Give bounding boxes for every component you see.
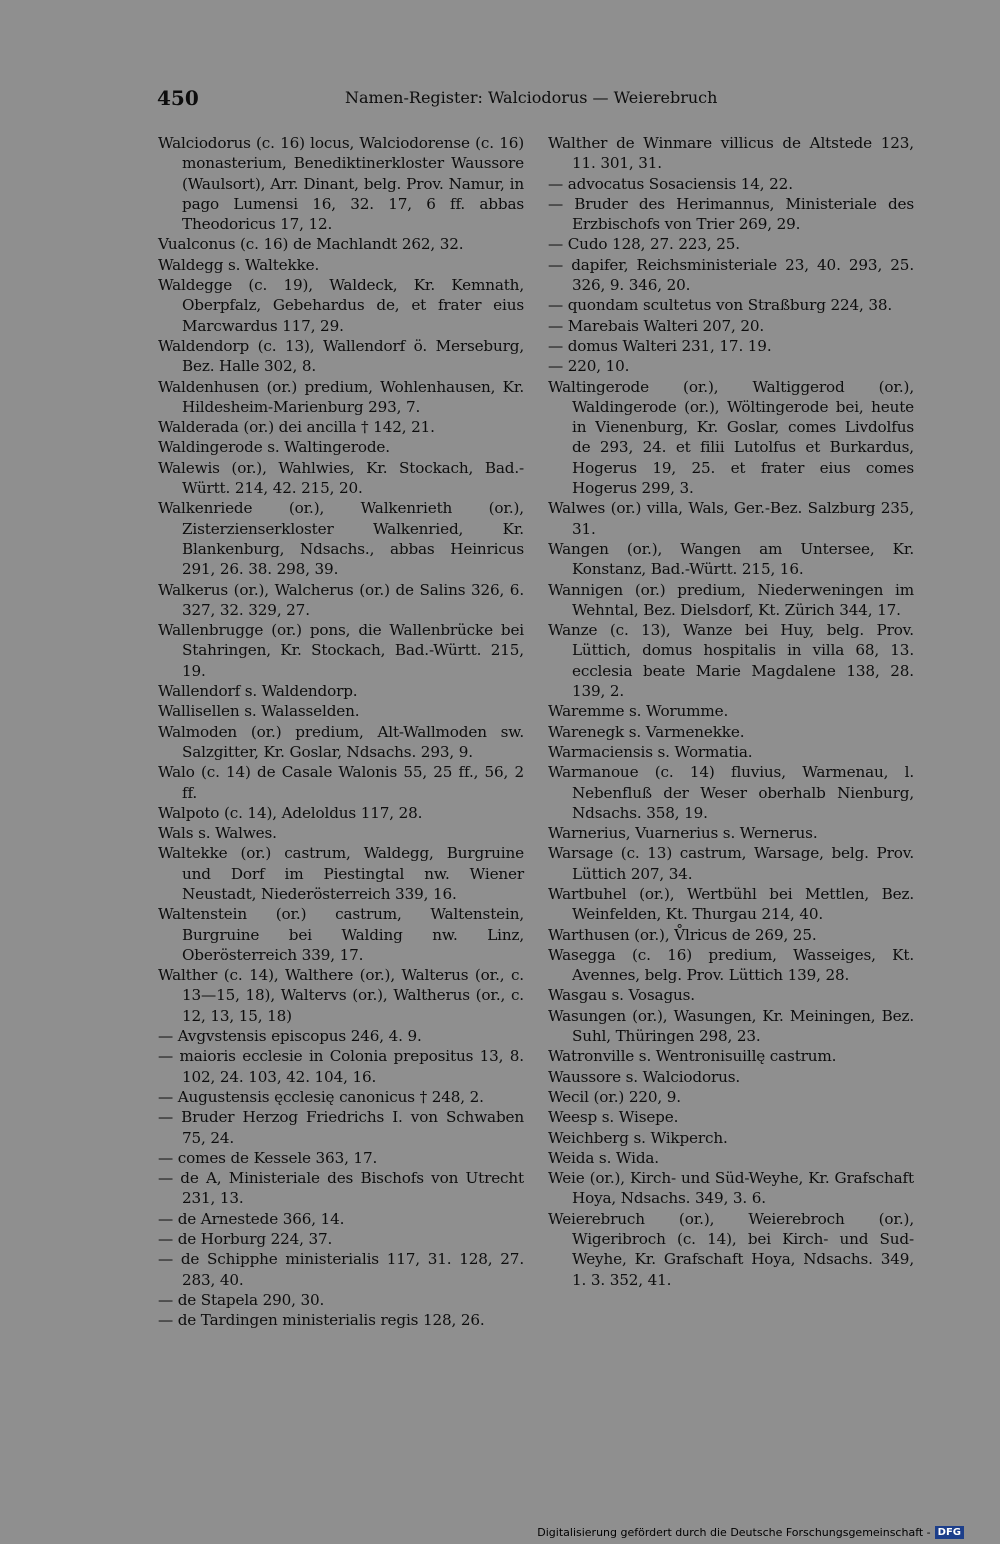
index-entry: Wartbuhel (or.), Wertbühl bei Mettlen, Bez. Weinfelden, Kt. Thurgau 214, 40.	[548, 884, 914, 924]
index-entry: — comes de Kessele 363, 17.	[158, 1148, 378, 1167]
index-entry: Weesp s. Wisepe.	[548, 1108, 679, 1127]
index-entry: Waldingerode s. Waltingerode.	[158, 438, 390, 457]
index-entry: Wallendorf s. Waldendorp.	[158, 682, 358, 701]
index-entry: — maioris ecclesie in Colonia prepositus 13, 8. 102, 24. 103, 42. 104, 16.	[158, 1047, 524, 1086]
index-entry: Waltenstein (or.) castrum, Waltenstein, Burgruine bei Walding nw. Linz, Oberösterreich 339, 17.	[158, 905, 524, 964]
left-column	[158, 133, 524, 1331]
index-entry: Warmaciensis s. Wormatia.	[548, 742, 753, 761]
index-entry: Warnerius, Vuarnerius s. Wernerus.	[548, 824, 818, 843]
index-entry: Walwes (or.) villa, Wals, Ger.-Bez. Salzburg 235, 31.	[548, 499, 914, 538]
index-entry: Waltekke (or.) castrum, Waldegg, Burgruine und Dorf im Piestingtal nw. Wiener Neustadt, Niederösterreich 339, 16.	[158, 844, 524, 903]
index-entry: Walewis (or.), Wahlwies, Kr. Stockach, Bad.-Württ. 214, 42. 215, 20.	[158, 458, 524, 498]
index-entry: — Cudo 128, 27. 223, 25.	[548, 235, 740, 254]
index-entry: — Avgvstensis episcopus 246, 4. 9.	[158, 1027, 422, 1046]
dfg-logo: DFG	[935, 1526, 964, 1539]
index-entry: Waldegg s. Waltekke.	[158, 255, 320, 274]
running-head: Namen-Register: Walciodorus — Weierebruch	[345, 88, 718, 107]
index-entry: Waremme s. Worumme.	[548, 702, 729, 721]
index-entry: — de Schipphe ministerialis 117, 31. 128, 27. 283, 40.	[158, 1250, 524, 1289]
index-entry: — Bruder Herzog Friedrichs I. von Schwaben 75, 24.	[158, 1108, 524, 1147]
page-header	[0, 86, 1000, 116]
index-entry: Waldendorp (c. 13), Wallendorf ö. Merseburg, Bez. Halle 302, 8.	[158, 336, 524, 376]
index-entry: — Bruder des Herimannus, Ministeriale des Erzbischofs von Trier 269, 29.	[548, 194, 914, 234]
index-entry: Walpoto (c. 14), Adeloldus 117, 28.	[158, 803, 423, 822]
index-entry: Wals s. Walwes.	[158, 824, 277, 843]
index-entry: — de Arnestede 366, 14.	[158, 1209, 345, 1228]
index-entry: Waussore s. Walciodorus.	[548, 1067, 741, 1086]
index-entry: Walmoden (or.) predium, Alt-Wallmoden sw. Salzgitter, Kr. Goslar, Ndsachs. 293, 9.	[158, 722, 524, 761]
index-entry: Wallisellen s. Walasselden.	[158, 702, 360, 721]
index-entry: Wanze (c. 13), Wanze bei Huy, belg. Prov. Lüttich, domus hospitalis in villa 68, 13. ecclesia beate Marie Magdalene 138, 28. 139, 2.	[548, 621, 914, 701]
page-number: 450	[157, 86, 199, 110]
index-entry: Wasgau s. Vosagus.	[548, 986, 695, 1005]
index-entry: Watronville s. Wentronisuillę castrum.	[548, 1047, 837, 1066]
index-entry: Weichberg s. Wikperch.	[548, 1128, 728, 1147]
index-entry: — 220, 10.	[548, 357, 630, 376]
index-entry: Warthusen (or.), V̊lricus de 269, 25.	[548, 925, 817, 944]
index-entry: Waldenhusen (or.) predium, Wohlenhausen, Kr. Hildesheim-Marienburg 293, 7.	[158, 377, 524, 416]
index-entry: — de A, Ministeriale des Bischofs von Utrecht 231, 13.	[158, 1169, 524, 1208]
index-entry: Wasungen (or.), Wasungen, Kr. Meiningen, Bez. Suhl, Thüringen 298, 23.	[548, 1006, 914, 1046]
index-entry: Weie (or.), Kirch- und Süd-Weyhe, Kr. Grafschaft Hoya, Ndsachs. 349, 3. 6.	[548, 1169, 914, 1208]
index-entry: Waldegge (c. 19), Waldeck, Kr. Kemnath, Oberpfalz, Gebehardus de, et frater eius Marcwardus 117, 29.	[158, 276, 524, 335]
index-entry: Walciodorus (c. 16) locus, Walciodorense (c. 16) monasterium, Benediktinerkloster Waussore (Waulsort), Arr. Dinant, belg. Prov. Namur, in pago Lumensi 16, 32. 17, 6 ff. abbas Theodoricus 17, 12.	[158, 134, 524, 234]
index-entry: Weierebruch (or.), Weierebroch (or.), Wigeribroch (c. 14), bei Kirch- und Sud-Weyhe, Kr. Grafschaft Hoya, Ndsachs. 349, 1. 3. 352, 41.	[548, 1209, 914, 1289]
index-entry: Waltingerode (or.), Waltiggerod (or.), Waldingerode (or.), Wöltingerode bei, heute in Vienenburg, Kr. Goslar, comes Livdolfus de 293, 24. et filii Lutolfus et Burkardus, Hogerus 19, 25. et frater eius comes Hogerus 299, 3.	[548, 377, 914, 498]
index-entry: — de Horburg 224, 37.	[158, 1230, 333, 1249]
index-entry: Wasegga (c. 16) predium, Wasseiges, Kt. Avennes, belg. Prov. Lüttich 139, 28.	[548, 945, 914, 985]
index-entry: Weida s. Wida.	[548, 1148, 659, 1167]
index-entry: — quondam scultetus von Straßburg 224, 38.	[548, 296, 893, 315]
index-entry: Wecil (or.) 220, 9.	[548, 1087, 681, 1106]
index-entry: — Marebais Walteri 207, 20.	[548, 316, 765, 335]
index-entry: Wannigen (or.) predium, Niederweningen im Wehntal, Bez. Dielsdorf, Kt. Zürich 344, 17.	[548, 580, 914, 619]
index-entry: Walderada (or.) dei ancilla † 142, 21.	[158, 418, 435, 437]
index-entry: — de Tardingen ministerialis regis 128, 26.	[158, 1311, 485, 1330]
index-entry: — advocatus Sosaciensis 14, 22.	[548, 174, 793, 193]
index-entry: Walkerus (or.), Walcherus (or.) de Salins 326, 6. 327, 32. 329, 27.	[158, 580, 524, 619]
index-entry: Warmanoue (c. 14) fluvius, Warmenau, l. Nebenfluß der Weser oberhalb Nienburg, Ndsachs. 358, 19.	[548, 763, 914, 822]
index-entry: Wangen (or.), Wangen am Untersee, Kr. Konstanz, Bad.-Württ. 215, 16.	[548, 539, 914, 579]
index-entry: Vualconus (c. 16) de Machlandt 262, 32.	[158, 235, 464, 254]
index-entry: — domus Walteri 231, 17. 19.	[548, 336, 772, 355]
right-column	[548, 133, 914, 1290]
index-entry: Walo (c. 14) de Casale Walonis 55, 25 ff., 56, 2 ff.	[158, 763, 524, 802]
index-entry: Warenegk s. Varmenekke.	[548, 722, 745, 741]
index-entry: Warsage (c. 13) castrum, Warsage, belg. Prov. Lüttich 207, 34.	[548, 844, 914, 883]
index-entry: — de Stapela 290, 30.	[158, 1290, 325, 1309]
index-entry: Walther (c. 14), Walthere (or.), Walterus (or., c. 13—15, 18), Waltervs (or.), Waltherus (or., c. 12, 13, 15, 18)	[158, 966, 524, 1025]
index-entry: Wallenbrugge (or.) pons, die Wallenbrücke bei Stahringen, Kr. Stockach, Bad.-Württ. 215, 19.	[158, 621, 524, 680]
index-entry: — dapifer, Reichsministeriale 23, 40. 293, 25. 326, 9. 346, 20.	[548, 255, 914, 295]
footer-credit: Digitalisierung gefördert durch die Deutsche Forschungsgemeinschaft -	[537, 1526, 931, 1539]
index-entry: Walkenriede (or.), Walkenrieth (or.), Zisterzienserkloster Walkenried, Kr. Blankenburg, Ndsachs., abbas Heinricus 291, 26. 38. 298, 39.	[158, 499, 524, 579]
footer	[537, 1526, 964, 1539]
index-entry: — Augustensis ęcclesię canonicus † 248, 2.	[158, 1087, 484, 1106]
index-entry: Walther de Winmare villicus de Altstede 123, 11. 301, 31.	[548, 134, 914, 173]
